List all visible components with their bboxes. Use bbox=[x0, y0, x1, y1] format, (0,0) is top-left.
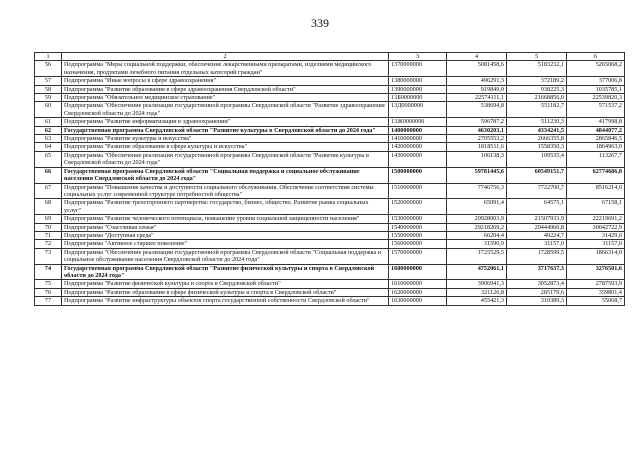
program-code-cell: 1530000000 bbox=[389, 215, 447, 223]
program-name-cell: Государственная программа Свердловской области "Развитие физической культуры и спорта в Свердловской области до 2024 года" bbox=[62, 264, 389, 280]
table-row bbox=[35, 183, 625, 199]
table-row bbox=[35, 151, 625, 167]
amount-year-2-cell: 4334241,5 bbox=[507, 126, 567, 134]
column-number: 6 bbox=[567, 53, 625, 61]
amount-year-1-cell: 7746756,3 bbox=[447, 183, 507, 199]
amount-year-3-cell: 55068,7 bbox=[567, 297, 625, 305]
amount-year-1-cell: 455421,3 bbox=[447, 297, 507, 305]
row-number-cell: 69 bbox=[35, 215, 62, 223]
page-number: 339 bbox=[311, 16, 329, 30]
program-name-cell: Государственная программа Свердловской области "Социальная поддержка и социальное обслуживание населения Свердловской области до 2024 года" bbox=[62, 167, 389, 183]
row-number-cell: 63 bbox=[35, 135, 62, 143]
program-code-cell: 1520000000 bbox=[389, 199, 447, 215]
amount-year-1-cell: 22574111,1 bbox=[447, 94, 507, 102]
amount-year-2-cell: 49224,7 bbox=[507, 231, 567, 239]
amount-year-2-cell: 938225,3 bbox=[507, 85, 567, 93]
amount-year-1-cell: 59781445,6 bbox=[447, 167, 507, 183]
program-code-cell: 1620000000 bbox=[389, 288, 447, 296]
table-row bbox=[35, 102, 625, 118]
program-code-cell: 1420000000 bbox=[389, 143, 447, 151]
table-row bbox=[35, 167, 625, 183]
table-row bbox=[35, 240, 625, 248]
amount-year-2-cell: 310389,3 bbox=[507, 297, 567, 305]
program-code-cell: 13Ж0000000 bbox=[389, 118, 447, 126]
row-number-cell: 72 bbox=[35, 240, 62, 248]
amount-year-1-cell: 66204,4 bbox=[447, 231, 507, 239]
amount-year-2-cell: 2666355,8 bbox=[507, 135, 567, 143]
program-code-cell: 1610000000 bbox=[389, 280, 447, 288]
program-code-cell: 13Б0000000 bbox=[389, 94, 447, 102]
program-code-cell: 13Д0000000 bbox=[389, 102, 447, 118]
amount-year-3-cell: 359801,4 bbox=[567, 288, 625, 296]
program-name-cell: Подпрограмма "Развитие культуры и искусства" bbox=[62, 135, 389, 143]
program-name-cell: Подпрограмма "Развитие инфраструктуры объектов спорта государственной собственности Свердловской области" bbox=[62, 297, 389, 305]
amount-year-3-cell: 31157,0 bbox=[567, 240, 625, 248]
amount-year-2-cell: 3052873,4 bbox=[507, 280, 567, 288]
program-name-cell: Подпрограмма "Развитие образования в сфере культуры и искусства" bbox=[62, 143, 389, 151]
amount-year-3-cell: 22219691,2 bbox=[567, 215, 625, 223]
row-number-cell: 58 bbox=[35, 85, 62, 93]
column-number-row bbox=[35, 53, 625, 61]
program-name-cell: Подпрограмма "Развитие физической культуры и спорта в Свердловской области" bbox=[62, 280, 389, 288]
amount-year-3-cell: 113267,7 bbox=[567, 151, 625, 167]
amount-year-2-cell: 109535,4 bbox=[507, 151, 567, 167]
table-row bbox=[35, 288, 625, 296]
program-name-cell: Подпрограмма "Повышение качества и доступности социального обслуживания. Обеспечение соответствия системы социальных услуг современной структуре потребностей общества" bbox=[62, 183, 389, 199]
amount-year-1-cell: 106138,3 bbox=[447, 151, 507, 167]
column-number: 2 bbox=[62, 53, 389, 61]
amount-year-1-cell: 31590,9 bbox=[447, 240, 507, 248]
amount-year-1-cell: 538694,8 bbox=[447, 102, 507, 118]
program-code-cell: 1370000000 bbox=[389, 61, 447, 77]
row-number-cell: 62 bbox=[35, 126, 62, 134]
program-name-cell: Подпрограмма "Меры социальной поддержки, обеспечение лекарственными препаратами, изделиями медицинского назначения, продуктами лечебного питания отдельных категорий граждан" bbox=[62, 61, 389, 77]
table-row bbox=[35, 77, 625, 85]
row-number-cell: 75 bbox=[35, 280, 62, 288]
amount-year-3-cell: 5265068,2 bbox=[567, 61, 625, 77]
program-code-cell: 1500000000 bbox=[389, 167, 447, 183]
amount-year-3-cell: 1035785,1 bbox=[567, 85, 625, 93]
program-code-cell: 1540000000 bbox=[389, 223, 447, 231]
amount-year-2-cell: 29444960,8 bbox=[507, 223, 567, 231]
amount-year-3-cell: 22539820,3 bbox=[567, 94, 625, 102]
program-code-cell: 1570000000 bbox=[389, 248, 447, 264]
amount-year-1-cell: 1725529,5 bbox=[447, 248, 507, 264]
row-number-cell: 73 bbox=[35, 248, 62, 264]
amount-year-1-cell: 65091,4 bbox=[447, 199, 507, 215]
program-code-cell: 1630000000 bbox=[389, 297, 447, 305]
table-row bbox=[35, 118, 625, 126]
program-name-cell: Подпрограмма "Обеспечение реализации государственной программы Свердловской области "Социальная поддержка и социальное обслуживание населения Свердловской области до 2024 года" bbox=[62, 248, 389, 264]
program-code-cell: 1400000000 bbox=[389, 126, 447, 134]
program-code-cell: 1600000000 bbox=[389, 264, 447, 280]
amount-year-1-cell: 496291,3 bbox=[447, 77, 507, 85]
program-code-cell: 1430000000 bbox=[389, 151, 447, 167]
column-number: 4 bbox=[447, 53, 507, 61]
amount-year-2-cell: 3717637,3 bbox=[507, 264, 567, 280]
amount-year-2-cell: 372189,2 bbox=[507, 77, 567, 85]
row-number-cell: 59 bbox=[35, 94, 62, 102]
amount-year-3-cell: 377006,8 bbox=[567, 77, 625, 85]
amount-year-3-cell: 31429,6 bbox=[567, 231, 625, 239]
program-name-cell: Подпрограмма "Развитие образования в сфере здравоохранения Свердловской области" bbox=[62, 85, 389, 93]
amount-year-1-cell: 2705553,2 bbox=[447, 135, 507, 143]
program-name-cell: Подпрограмма "Обеспечение реализации государственной программы Свердловской области "Развитие здравоохранения Свердловской области до 2024 года" bbox=[62, 102, 389, 118]
row-number-cell: 56 bbox=[35, 61, 62, 77]
program-code-cell: 1380000000 bbox=[389, 77, 447, 85]
table-row bbox=[35, 215, 625, 223]
row-number-cell: 60 bbox=[35, 102, 62, 118]
row-number-cell: 74 bbox=[35, 264, 62, 280]
column-number: 5 bbox=[507, 53, 567, 61]
amount-year-3-cell: 67158,1 bbox=[567, 199, 625, 215]
program-name-cell: Подпрограмма "Обеспечение реализации государственной программы Свердловской области "Развитие культуры в Свердловской области до 2024 года" bbox=[62, 151, 389, 167]
amount-year-2-cell: 64575,1 bbox=[507, 199, 567, 215]
amount-year-3-cell: 8516214,0 bbox=[567, 183, 625, 199]
budget-table bbox=[34, 52, 625, 306]
table-row bbox=[35, 85, 625, 93]
amount-year-2-cell: 7722700,7 bbox=[507, 183, 567, 199]
row-number-cell: 71 bbox=[35, 231, 62, 239]
amount-year-1-cell: 4630203,1 bbox=[447, 126, 507, 134]
row-number-cell: 77 bbox=[35, 297, 62, 305]
table-row bbox=[35, 126, 625, 134]
amount-year-2-cell: 21507933,9 bbox=[507, 215, 567, 223]
row-number-cell: 70 bbox=[35, 223, 62, 231]
program-name-cell: Подпрограмма "Развитие образования в сфере физической культуры и спорта в Свердловской области" bbox=[62, 288, 389, 296]
amount-year-2-cell: 31157,0 bbox=[507, 240, 567, 248]
table-row bbox=[35, 135, 625, 143]
amount-year-1-cell: 3906941,3 bbox=[447, 280, 507, 288]
row-number-cell: 57 bbox=[35, 77, 62, 85]
row-number-cell: 64 bbox=[35, 143, 62, 151]
program-code-cell: 1550000000 bbox=[389, 231, 447, 239]
amount-year-3-cell: 62774686,8 bbox=[567, 167, 625, 183]
table-row bbox=[35, 297, 625, 305]
program-code-cell: 1410000000 bbox=[389, 135, 447, 143]
table-row bbox=[35, 61, 625, 77]
amount-year-1-cell: 919849,0 bbox=[447, 85, 507, 93]
program-name-cell: Подпрограмма "Развитие информатизации в здравоохранении" bbox=[62, 118, 389, 126]
column-number: 1 bbox=[35, 53, 62, 61]
amount-year-1-cell: 20928003,9 bbox=[447, 215, 507, 223]
table-row bbox=[35, 280, 625, 288]
program-name-cell: Подпрограмма "Развитие трехстороннего партнерства: государство, бизнес, общество. Развитие рынка социальных услуг" bbox=[62, 199, 389, 215]
amount-year-3-cell: 571537,2 bbox=[567, 102, 625, 118]
amount-year-2-cell: 1728599,5 bbox=[507, 248, 567, 264]
amount-year-3-cell: 417998,8 bbox=[567, 118, 625, 126]
amount-year-2-cell: 285179,6 bbox=[507, 288, 567, 296]
table-row bbox=[35, 143, 625, 151]
amount-year-2-cell: 1558350,3 bbox=[507, 143, 567, 151]
table-row bbox=[35, 199, 625, 215]
program-name-cell: Подпрограмма "Развитие человеческого потенциала, повышение уровня социальной защищенности населения" bbox=[62, 215, 389, 223]
table-row bbox=[35, 223, 625, 231]
table-row bbox=[35, 264, 625, 280]
row-number-cell: 65 bbox=[35, 151, 62, 167]
program-code-cell: 1510000000 bbox=[389, 183, 447, 199]
program-name-cell: Подпрограмма "Обязательное медицинское страхование" bbox=[62, 94, 389, 102]
table-row bbox=[35, 231, 625, 239]
program-name-cell: Подпрограмма "Счастливая семья" bbox=[62, 223, 389, 231]
amount-year-2-cell: 60549151,7 bbox=[507, 167, 567, 183]
amount-year-3-cell: 30042722,9 bbox=[567, 223, 625, 231]
amount-year-3-cell: 3276501,6 bbox=[567, 264, 625, 280]
table-row bbox=[35, 94, 625, 102]
amount-year-2-cell: 551182,7 bbox=[507, 102, 567, 118]
table-row bbox=[35, 248, 625, 264]
program-code-cell: 1390000000 bbox=[389, 85, 447, 93]
amount-year-1-cell: 4752061,1 bbox=[447, 264, 507, 280]
amount-year-3-cell: 4844077,2 bbox=[567, 126, 625, 134]
amount-year-3-cell: 1866314,0 bbox=[567, 248, 625, 264]
amount-year-3-cell: 2787593,9 bbox=[567, 280, 625, 288]
column-number: 3 bbox=[389, 53, 447, 61]
amount-year-1-cell: 5081458,6 bbox=[447, 61, 507, 77]
amount-year-1-cell: 596787,2 bbox=[447, 118, 507, 126]
amount-year-3-cell: 2865846,5 bbox=[567, 135, 625, 143]
program-code-cell: 1560000000 bbox=[389, 240, 447, 248]
budget-table-body bbox=[35, 53, 625, 306]
program-name-cell: Подпрограмма "Доступная среда" bbox=[62, 231, 389, 239]
row-number-cell: 68 bbox=[35, 199, 62, 215]
amount-year-2-cell: 511230,3 bbox=[507, 118, 567, 126]
row-number-cell: 61 bbox=[35, 118, 62, 126]
row-number-cell: 66 bbox=[35, 167, 62, 183]
program-name-cell: Подпрограмма "Активное старшее поколение" bbox=[62, 240, 389, 248]
amount-year-2-cell: 21668856,0 bbox=[507, 94, 567, 102]
amount-year-1-cell: 29218269,2 bbox=[447, 223, 507, 231]
amount-year-3-cell: 1864963,0 bbox=[567, 143, 625, 151]
amount-year-1-cell: 321126,8 bbox=[447, 288, 507, 296]
amount-year-1-cell: 1818511,6 bbox=[447, 143, 507, 151]
program-name-cell: Подпрограмма "Иные вопросы в сфере здравоохранения" bbox=[62, 77, 389, 85]
amount-year-2-cell: 5183232,1 bbox=[507, 61, 567, 77]
program-name-cell: Государственная программа Свердловской области "Развитие культуры в Свердловской области до 2024 года" bbox=[62, 126, 389, 134]
row-number-cell: 76 bbox=[35, 288, 62, 296]
row-number-cell: 67 bbox=[35, 183, 62, 199]
